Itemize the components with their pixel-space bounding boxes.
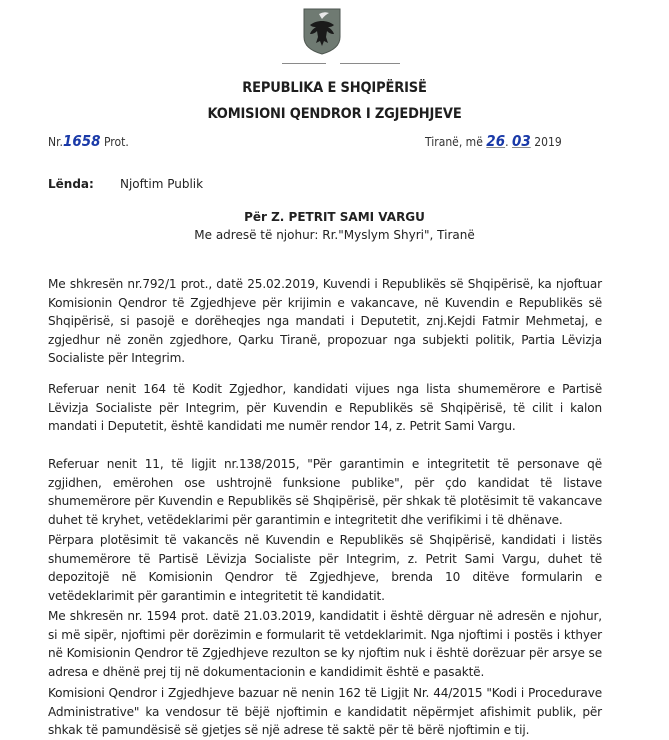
header-subtitle: KOMISIONI QENDROR I ZGJEDHJEVE	[207, 106, 462, 122]
addressee-name: Për Z. PETRIT SAMI VARGU	[244, 210, 425, 224]
body-paragraph: Me shkresën nr.792/1 prot., datë 25.02.2019, Kuvendi i Republikës së Shqipërisë, ka njoftuar Komisionin Qendror të Zgjedhjeve për krijimin e vakancave, në Kuvendin e Republikës së Shqipërisë, si pasojë e dorëheqjes nga mandati i Deputetit, znj.Kejdi Fatmir Mehmetaj, e zgjedhur në zonën zgjedhore, Qarku Tiranë, propozuar nga subjekti politik, Partia Lëvizja Socialiste për Integrim.	[48, 277, 602, 365]
subject-value: Njoftim Publik	[120, 177, 204, 191]
protocol-prefix: Nr.	[48, 135, 63, 149]
protocol-number-handwritten: 1658	[62, 132, 101, 150]
body-paragraph: Referuar nenit 164 të Kodit Zgjedhor, kandidati vijues nga lista shumemërore e Partisë Lëvizja Socialiste për Integrim, për Kuvendin e Republikës së Shqipërisë, të cilit i kalon mandati i Deputetit, është kandidati me numër rendor 14, z. Petrit Sami Vargu.	[48, 382, 602, 433]
date-day-handwritten: 26	[486, 132, 506, 150]
date-year: 2019	[534, 135, 562, 149]
header-title: REPUBLIKA E SHQIPËRISË	[242, 80, 427, 96]
protocol-number	[48, 132, 129, 150]
place-prefix: Tiranë, më	[425, 135, 483, 149]
body-paragraph: Referuar nenit 11, të ligjit nr.138/2015, "Për garantimin e integritetit të personave që zgjidhen, emërohen ose ushtrojnë funksione publike", për çdo kandidat të listave shumemërore për Kuvendin e Republikës së Shqipërisë, për shkak të plotësimit të vakancave duhet të kryhet, vetëdeklarimi për garantimin e integritetit dhe verifikimi i të dhënave.	[48, 457, 602, 527]
subject-label: Lënda:	[48, 177, 94, 191]
coat-of-arms-icon	[302, 7, 342, 55]
divider-right	[340, 63, 400, 64]
date-separator: .	[505, 135, 509, 149]
body-paragraph: Komisioni Qendror i Zgjedhjeve bazuar në nenin 162 të Ligjit Nr. 44/2015 "Kodi i Procedurave Administrative" ka vendosur të bëjë njoftimin e kandidatit nëpërmjet afishimit publik, për shkak të pamundësisë së gjetjes së një adrese të saktë për të bërë njoftimin e tij.	[48, 686, 602, 737]
date-month-handwritten: 03	[511, 132, 531, 150]
place-date	[425, 132, 562, 150]
body-paragraph: Me shkresën nr. 1594 prot. datë 21.03.2019, kandidatit i është dërguar në adresën e njohur, si më sipër, njoftimi për dorëzimin e formularit të vetdeklarimit. Nga njoftimi i postës i kthyer në Komisionin Qendror të Zgjedhjeve rezulton se ky njoftim nuk i është dorëzuar për arsye se adresa e dhënë prej tij në dokumentacionin e kandidimit është e pasaktë.	[48, 609, 602, 679]
divider-left	[282, 63, 326, 64]
addressee-address: Me adresë të njohur: Rr."Myslym Shyri", Tiranë	[194, 228, 475, 242]
body-paragraph: Përpara plotësimit të vakancës në Kuvendin e Republikës së Shqipërisë, kandidati i listës shumemërore të Partisë Lëvizja Socialiste për Integrim, z. Petrit Sami Vargu, duhet të depozitojë në Komisionin Qendror të Zgjedhjeve, brenda 10 ditëve formularin e vetëdeklarimit për garantimin e integritetit të kandidatit.	[48, 533, 602, 603]
protocol-suffix: Prot.	[103, 135, 129, 149]
